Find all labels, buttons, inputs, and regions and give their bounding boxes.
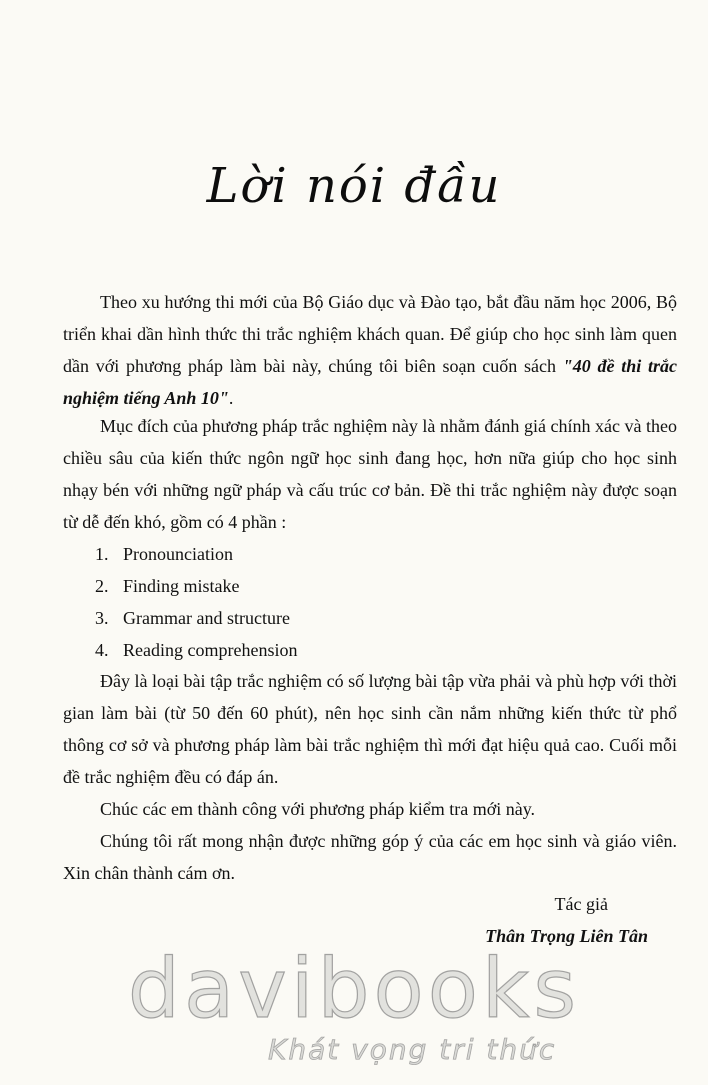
list-item-number: 2. (95, 576, 109, 596)
list-item-text: Reading comprehension (123, 640, 298, 660)
list-item-text: Grammar and structure (123, 608, 290, 628)
list-item-text: Finding mistake (123, 576, 240, 596)
watermark (0, 942, 708, 1066)
paragraph-purpose: Mục đích của phương pháp trắc nghiệm này là nhằm đánh giá chính xác và theo chiều sâu của kiến thức ngôn ngữ học sinh đang học, hơn nữa giúp cho học sinh nhạy bén với những ngữ pháp và cấu trúc cơ bản. Đề thi trắc nghiệm này được soạn từ dễ đến khó, gồm có 4 phần : (63, 416, 677, 532)
paragraph-description: Đây là loại bài tập trắc nghiệm có số lượng bài tập vừa phải và phù hợp với thời gian làm bài (từ 50 đến 60 phút), nên học sinh cần nắm những kiến thức từ phổ thông cơ sở và phương pháp làm bài trắc nghiệm thì mới đạt hiệu quả cao. Cuối mỗi đề trắc nghiệm đều có đáp án. (63, 671, 677, 787)
paragraph-intro (63, 286, 677, 414)
author-name: Thân Trọng Liên Tân (485, 926, 648, 946)
book-title: "40 đề thi trắc nghiệm tiếng Anh 10" (63, 356, 677, 408)
watermark-brand: davibooks (127, 942, 581, 1037)
list-item (95, 634, 297, 666)
list-item-number: 3. (95, 608, 109, 628)
list-item (95, 570, 297, 602)
list-item-text: Pronounciation (123, 544, 233, 564)
paragraph-intro-text: Theo xu hướng thi mới của Bộ Giáo dục và Đào tạo, bắt đầu năm học 2006, Bộ triển khai dần hình thức thi trắc nghiệm khách quan. Để giúp cho học sinh làm quen dần với phương pháp làm bài này, chúng tôi biên soạn cuốn sách (63, 292, 677, 376)
author-role: Tác giả (554, 894, 608, 914)
paragraph-wishes: Chúc các em thành công với phương pháp kiểm tra mới này. (100, 799, 536, 819)
page-title: Lời nói đầu (206, 158, 502, 214)
list-item-number: 1. (95, 544, 109, 564)
list-item (95, 538, 297, 570)
watermark-slogan: Khát vọng tri thức (268, 1033, 557, 1066)
list-item-number: 4. (95, 640, 109, 660)
paragraph-thanks: Chúng tôi rất mong nhận được những góp ý của các em học sinh và giáo viên. Xin chân thành cám ơn. (63, 831, 677, 883)
paragraph-intro-end: . (228, 388, 234, 408)
list-item (95, 602, 297, 634)
sections-list (95, 538, 297, 666)
